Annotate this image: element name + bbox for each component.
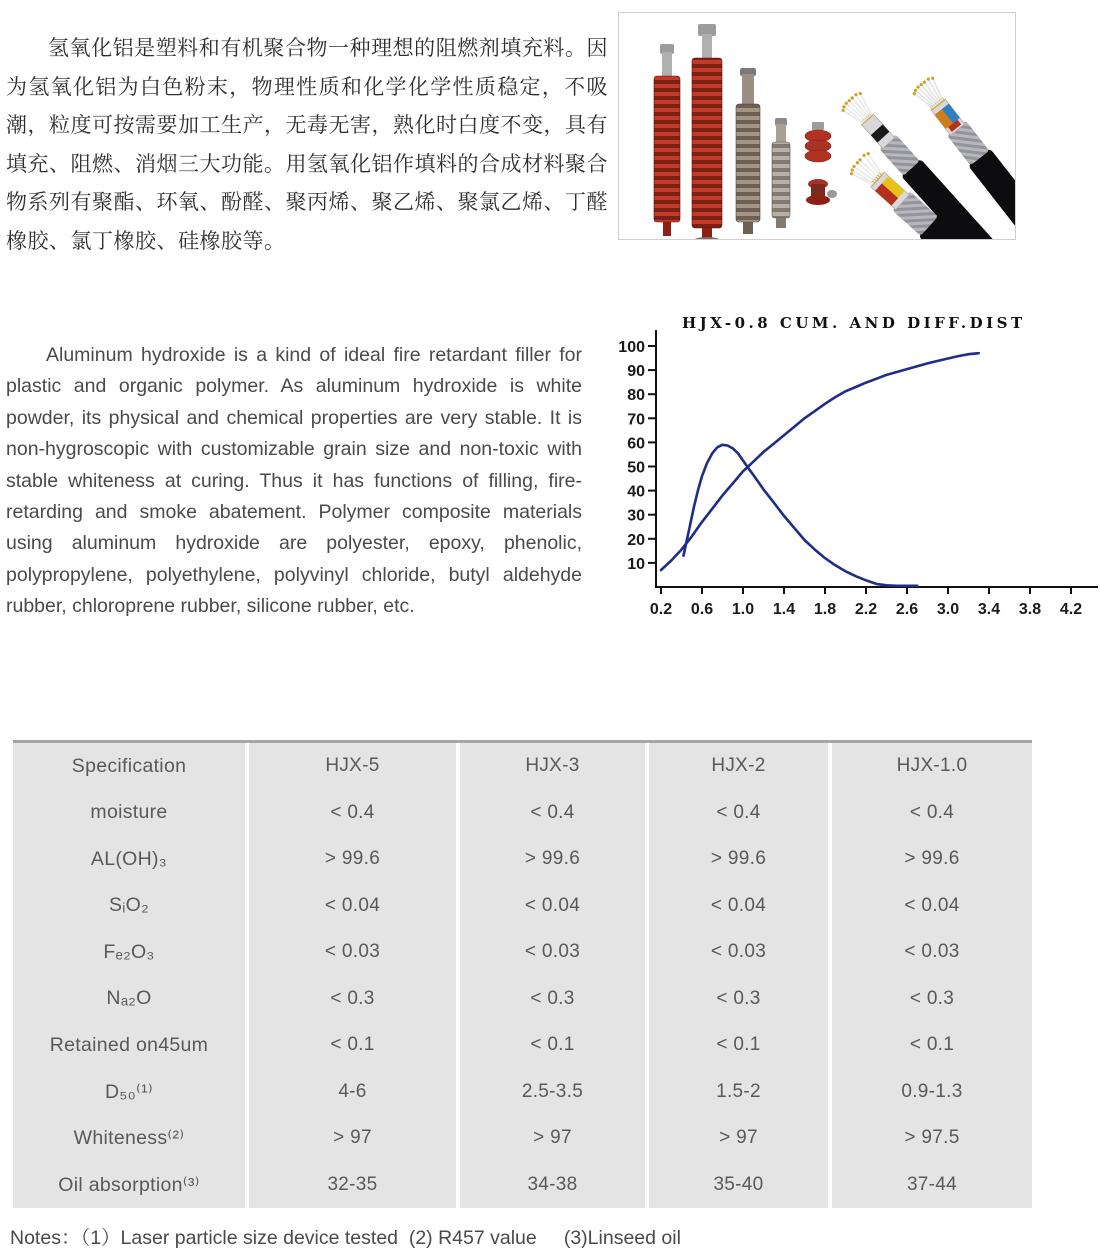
value-cell: 32-35 <box>249 1162 456 1209</box>
chart-title: HJX-0.8 CUM. AND DIFF.DIST <box>682 314 1026 332</box>
value-cell: 34-38 <box>460 1162 645 1209</box>
row-label-cell: AL(OH)₃ <box>13 836 245 883</box>
table-header-cell: HJX-2 <box>649 743 828 790</box>
value-cell: < 0.1 <box>460 1022 645 1069</box>
value-cell: < 0.04 <box>832 883 1032 930</box>
x-tick-label: 3.4 <box>977 601 1001 618</box>
product-photo <box>618 12 1016 240</box>
value-cell: > 97 <box>460 1115 645 1162</box>
x-tick-label: 0.6 <box>690 601 714 618</box>
row-label-cell: Whiteness⁽²⁾ <box>13 1115 245 1162</box>
value-cell: < 0.3 <box>649 976 828 1023</box>
insulators-cables-image <box>618 12 1016 240</box>
value-cell: > 99.6 <box>460 836 645 883</box>
value-cell: 1.5-2 <box>649 1069 828 1116</box>
x-tick-label: 3.0 <box>936 601 960 618</box>
x-tick-label: 1.8 <box>813 601 837 618</box>
value-cell: 2.5-3.5 <box>460 1069 645 1116</box>
y-tick-label: 100 <box>618 339 645 356</box>
chart-axes <box>656 330 1098 587</box>
y-tick-label: 10 <box>627 555 645 573</box>
y-tick-label: 60 <box>627 435 645 453</box>
x-tick-label: 3.8 <box>1018 601 1042 618</box>
x-tick-label: 1.4 <box>772 601 796 618</box>
y-tick-label: 40 <box>627 483 645 501</box>
value-cell: > 97 <box>649 1115 828 1162</box>
value-cell: < 0.4 <box>832 790 1032 837</box>
table-header-spec: Specification <box>13 743 245 790</box>
table-notes: Notes：（1）Laser particle size device tested (2) R457 value (3)Linseed oil <box>10 1227 681 1249</box>
value-cell: > 99.6 <box>649 836 828 883</box>
x-tick-label: 4.2 <box>1059 601 1083 618</box>
value-cell: < 0.03 <box>832 929 1032 976</box>
value-cell: 0.9-1.3 <box>832 1069 1032 1116</box>
value-cell: < 0.1 <box>832 1022 1032 1069</box>
value-cell: < 0.3 <box>832 976 1032 1023</box>
value-cell: 37-44 <box>832 1162 1032 1209</box>
value-cell: > 99.6 <box>249 836 456 883</box>
table-header-cell: HJX-3 <box>460 743 645 790</box>
x-tick-label: 2.6 <box>895 601 919 618</box>
value-cell: < 0.03 <box>460 929 645 976</box>
value-cell: > 97 <box>249 1115 456 1162</box>
row-label-cell: SᵢO₂ <box>13 883 245 930</box>
y-tick-label: 20 <box>627 531 645 549</box>
value-cell: 4-6 <box>249 1069 456 1116</box>
row-label-cell: D₅₀⁽¹⁾ <box>13 1069 245 1116</box>
row-label-cell: Nₐ₂O <box>13 976 245 1023</box>
y-tick-label: 50 <box>627 459 645 477</box>
y-tick-label: 90 <box>627 363 645 381</box>
intro-paragraph-en: Aluminum hydroxide is a kind of ideal fire retardant filler for plastic and organic polymer. As aluminum hydroxide is white powder, its physical and chemical properties are very stable. It is non-hygroscopic with customizable grain size and non-toxic with stable whiteness at curing. Thus it has functions of filling, fire-retarding and smoke abatement. Polymer composite materials using aluminum hydroxide are polyester, epoxy, phenolic, polypropylene, polyethylene, polyvinyl chloride, butyl aldehyde rubber, chloroprene rubber, silicone rubber, etc. <box>6 344 582 618</box>
value-cell: < 0.4 <box>249 790 456 837</box>
specification-table <box>13 740 1032 1208</box>
y-tick-label: 70 <box>627 411 645 429</box>
value-cell: < 0.1 <box>649 1022 828 1069</box>
row-label-cell: moisture <box>13 790 245 837</box>
value-cell: < 0.3 <box>249 976 456 1023</box>
y-tick-label: 80 <box>627 387 645 405</box>
x-tick-label: 1.0 <box>731 601 755 618</box>
table-header-cell: HJX-5 <box>249 743 456 790</box>
x-tick-label: 2.2 <box>854 601 878 618</box>
value-cell: < 0.4 <box>649 790 828 837</box>
intro-paragraph-cn: 氢氧化铝是塑料和有机聚合物一种理想的阻燃剂填充料。因为氢氧化铝为白色粉末，物理性质和化学化学性质稳定，不吸潮，粒度可按需要加工生产，无毒无害，熟化时白度不变，具有填充、阻燃、消烟三大功能。用氢氧化铝作填料的合成材料聚合物系列有聚酯、环氧、酚醛、聚丙烯、聚乙烯、聚氯乙烯、丁醛橡胶、氯丁橡胶、硅橡胶等。 <box>6 37 608 253</box>
row-label-cell: Oil absorption⁽³⁾ <box>13 1162 245 1209</box>
value-cell: < 0.1 <box>249 1022 456 1069</box>
row-label-cell: Fₑ₂O₃ <box>13 929 245 976</box>
value-cell: 35-40 <box>649 1162 828 1209</box>
value-cell: < 0.04 <box>249 883 456 930</box>
value-cell: > 99.6 <box>832 836 1032 883</box>
value-cell: < 0.03 <box>249 929 456 976</box>
series-differential <box>684 445 918 586</box>
value-cell: > 97.5 <box>832 1115 1032 1162</box>
chart-canvas <box>618 298 1100 630</box>
row-label-cell: Retained on45um <box>13 1022 245 1069</box>
y-tick-label: 30 <box>627 507 645 525</box>
x-tick-label: 0.2 <box>649 601 673 618</box>
value-cell: < 0.4 <box>460 790 645 837</box>
particle-size-distribution-chart <box>618 298 1100 630</box>
table-header-cell: HJX-1.0 <box>832 743 1032 790</box>
value-cell: < 0.04 <box>649 883 828 930</box>
value-cell: < 0.03 <box>649 929 828 976</box>
value-cell: < 0.3 <box>460 976 645 1023</box>
value-cell: < 0.04 <box>460 883 645 930</box>
